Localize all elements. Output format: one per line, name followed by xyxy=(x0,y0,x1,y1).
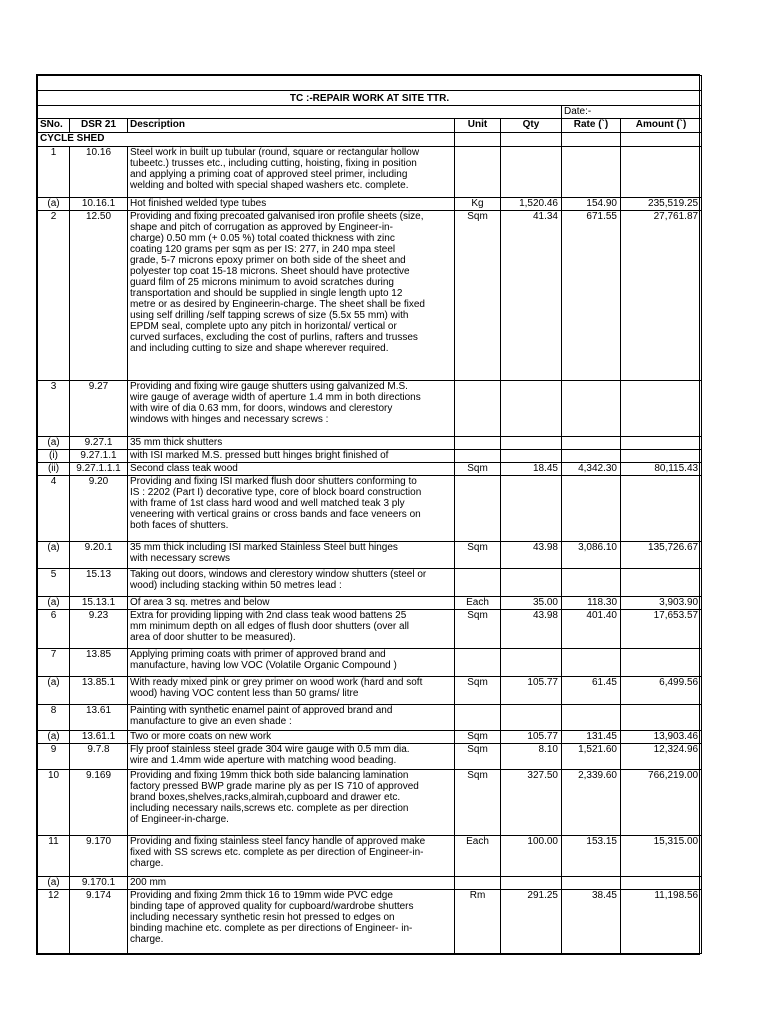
cell-unit: Sqm xyxy=(455,211,501,381)
table-row xyxy=(38,569,702,597)
cell-rate: 154.90 xyxy=(562,198,621,211)
cell-description: With ready mixed pink or grey primer on wood work (hard and soft wood) having VOC content less than 50 grams/ litre xyxy=(128,677,455,705)
cell-unit xyxy=(455,569,501,597)
cell-qty: 105.77 xyxy=(501,731,562,744)
cell-sno: 2 xyxy=(38,211,70,381)
cell-rate: 38.45 xyxy=(562,890,621,954)
cell-unit xyxy=(455,381,501,437)
cell-dsr: 9.23 xyxy=(70,610,128,649)
cell-amount: 15,315.00 xyxy=(621,836,702,877)
cell-amount: 80,115.43 xyxy=(621,463,702,476)
cell-dsr: 15.13 xyxy=(70,569,128,597)
cell-description: Providing and fixing precoated galvanised iron profile sheets (size, shape and pitch of corrugation as approved by Engineer-in- charge) 0.50 mm (+ 0.05 %) total coated thickness with zinc coating 120 grams per sqm as per IS: 277, in 240 mpa steel grade, 5-7 microns epoxy primer on both side of the sheet and polyester top coat 15-18 microns. Sheet should have protective guard film of 25 microns minimum to avoid scratches during transportation and should be supplied in single length upto 12 metre or as desired by Engineerin-charge. The sheet shall be fixed using self drilling /self tapping screws of size (5.5x 55 mm) with EPDM seal, complete upto any pitch in horizontal/ vertical or curved surfaces, excluding the cost of purlins, rafters and trusses and including cutting to size and shape wherever required. xyxy=(128,211,455,381)
table-row xyxy=(38,877,702,890)
cell-amount: 13,903.46 xyxy=(621,731,702,744)
cell-rate xyxy=(562,381,621,437)
cell-amount xyxy=(621,649,702,677)
cell-qty xyxy=(501,569,562,597)
cell-sno: (a) xyxy=(38,877,70,890)
cell-rate xyxy=(562,705,621,731)
cell-qty: 327.50 xyxy=(501,770,562,836)
cell-description: Two or more coats on new work xyxy=(128,731,455,744)
cell-dsr: 13.61.1 xyxy=(70,731,128,744)
cell-rate xyxy=(562,437,621,450)
cell-dsr: 9.20.1 xyxy=(70,542,128,569)
cell-rate: 3,086.10 xyxy=(562,542,621,569)
header-amount: Amount (`) xyxy=(621,119,702,133)
cell-sno: 1 xyxy=(38,147,70,198)
cell-qty: 291.25 xyxy=(501,890,562,954)
cell-description: Hot finished welded type tubes xyxy=(128,198,455,211)
cell-dsr: 12.50 xyxy=(70,211,128,381)
cell-unit xyxy=(455,705,501,731)
cell-dsr: 13.61 xyxy=(70,705,128,731)
table-row xyxy=(38,463,702,476)
cell-rate: 131.45 xyxy=(562,731,621,744)
cell-qty xyxy=(501,476,562,542)
title-row xyxy=(38,91,702,106)
cell-amount: 3,903.90 xyxy=(621,597,702,610)
cell-rate xyxy=(562,450,621,463)
cell-amount xyxy=(621,147,702,198)
cell-unit: Sqm xyxy=(455,677,501,705)
cell-rate xyxy=(562,569,621,597)
cell-amount: 235,519.25 xyxy=(621,198,702,211)
cell-unit xyxy=(455,476,501,542)
cell-amount xyxy=(621,705,702,731)
cell-rate: 1,521.60 xyxy=(562,744,621,770)
cell-amount xyxy=(621,569,702,597)
cell-amount: 135,726.67 xyxy=(621,542,702,569)
cell-qty xyxy=(501,381,562,437)
table-row xyxy=(38,610,702,649)
cell-unit: Sqm xyxy=(455,731,501,744)
cell-sno: 11 xyxy=(38,836,70,877)
table-row xyxy=(38,744,702,770)
table-row xyxy=(38,476,702,542)
sheet-title: TC :-REPAIR WORK AT SITE TTR. xyxy=(38,91,702,106)
cell-unit: Sqm xyxy=(455,542,501,569)
cell-dsr: 13.85 xyxy=(70,649,128,677)
cell-description: Providing and fixing 2mm thick 16 to 19mm wide PVC edge binding tape of approved quality for cupboard/wardrobe shutters including necessary synthetic resin hot pressed to edges on binding machine etc. complete as per directions of Engineer- in- charge. xyxy=(128,890,455,954)
cell-dsr: 9.169 xyxy=(70,770,128,836)
cell-dsr: 9.7.8 xyxy=(70,744,128,770)
cell-qty: 100.00 xyxy=(501,836,562,877)
cell-unit: Sqm xyxy=(455,744,501,770)
cell-rate: 2,339.60 xyxy=(562,770,621,836)
cell-sno: (a) xyxy=(38,597,70,610)
table-row xyxy=(38,890,702,954)
cell-qty: 8.10 xyxy=(501,744,562,770)
cell-sno: (i) xyxy=(38,450,70,463)
estimate-sheet xyxy=(36,74,700,955)
cell-qty xyxy=(501,705,562,731)
cell-sno: 5 xyxy=(38,569,70,597)
cell-unit: Kg xyxy=(455,198,501,211)
cell-sno: (a) xyxy=(38,677,70,705)
cell-qty xyxy=(501,450,562,463)
cell-sno: (a) xyxy=(38,437,70,450)
cell-rate: 61.45 xyxy=(562,677,621,705)
cell-dsr: 9.27 xyxy=(70,381,128,437)
cell-qty: 43.98 xyxy=(501,610,562,649)
cell-amount xyxy=(621,877,702,890)
cell-qty: 41.34 xyxy=(501,211,562,381)
cell-rate: 401.40 xyxy=(562,610,621,649)
cell-description: with ISI marked M.S. pressed butt hinges bright finished of xyxy=(128,450,455,463)
cell-dsr: 13.85.1 xyxy=(70,677,128,705)
table-row xyxy=(38,147,702,198)
cell-qty: 1,520.46 xyxy=(501,198,562,211)
cell-rate: 671.55 xyxy=(562,211,621,381)
cell-unit: Each xyxy=(455,597,501,610)
cell-qty xyxy=(501,147,562,198)
cell-dsr: 9.27.1.1 xyxy=(70,450,128,463)
cell-amount: 12,324.96 xyxy=(621,744,702,770)
cell-sno: 7 xyxy=(38,649,70,677)
table-row xyxy=(38,770,702,836)
cell-description: Providing and fixing wire gauge shutters using galvanized M.S. wire gauge of average width of aperture 1.4 mm in both directions with wire of dia 0.63 mm, for doors, windows and clerestory windows with hinges and necessary screws : xyxy=(128,381,455,437)
table-row xyxy=(38,198,702,211)
table-row xyxy=(38,649,702,677)
header-sno: SNo. xyxy=(38,119,70,133)
cell-unit xyxy=(455,147,501,198)
cell-unit xyxy=(455,450,501,463)
cell-sno: 8 xyxy=(38,705,70,731)
cell-amount xyxy=(621,437,702,450)
table-row xyxy=(38,437,702,450)
cell-rate xyxy=(562,476,621,542)
header-qty: Qty xyxy=(501,119,562,133)
cell-dsr: 10.16.1 xyxy=(70,198,128,211)
cell-dsr: 15.13.1 xyxy=(70,597,128,610)
date-row xyxy=(38,106,702,119)
cell-sno: (a) xyxy=(38,731,70,744)
cell-amount: 17,653.57 xyxy=(621,610,702,649)
cell-rate xyxy=(562,649,621,677)
cell-sno: (ii) xyxy=(38,463,70,476)
section-row xyxy=(38,133,702,147)
cell-description: Applying priming coats with primer of approved brand and manufacture, having low VOC (Volatile Organic Compound ) xyxy=(128,649,455,677)
cell-unit: Sqm xyxy=(455,463,501,476)
cell-amount xyxy=(621,450,702,463)
cell-description: 35 mm thick including ISI marked Stainless Steel butt hinges with necessary screws xyxy=(128,542,455,569)
cell-description: Taking out doors, windows and clerestory window shutters (steel or wood) including stacking within 50 metres lead : xyxy=(128,569,455,597)
cell-unit xyxy=(455,649,501,677)
cell-dsr: 9.174 xyxy=(70,890,128,954)
cell-rate xyxy=(562,147,621,198)
cell-qty: 18.45 xyxy=(501,463,562,476)
cell-sno: 4 xyxy=(38,476,70,542)
cell-description: Providing and fixing 19mm thick both side balancing lamination factory pressed BWP grade marine ply as per IS 710 of approved brand boxes,shelves,racks,almirah,cupboard and drawer etc. including necessary nails,screws etc. complete as per direction of Engineer-in-charge. xyxy=(128,770,455,836)
cell-rate: 4,342.30 xyxy=(562,463,621,476)
table-row xyxy=(38,381,702,437)
table-row xyxy=(38,836,702,877)
cell-dsr: 9.170.1 xyxy=(70,877,128,890)
header-row xyxy=(38,119,702,133)
header-description: Description xyxy=(128,119,455,133)
cell-description: Extra for providing lipping with 2nd class teak wood battens 25 mm minimum depth on all edges of flush door shutters (over all area of door shutter to be measured). xyxy=(128,610,455,649)
cell-unit: Sqm xyxy=(455,610,501,649)
blank-row xyxy=(38,76,702,91)
cell-qty: 35.00 xyxy=(501,597,562,610)
cell-rate: 118.30 xyxy=(562,597,621,610)
table-row xyxy=(38,677,702,705)
cell-sno: 6 xyxy=(38,610,70,649)
cell-amount xyxy=(621,381,702,437)
header-unit: Unit xyxy=(455,119,501,133)
cell-unit: Each xyxy=(455,836,501,877)
cell-description: Providing and fixing stainless steel fancy handle of approved make fixed with SS screws etc. complete as per direction of Engineer-in- charge. xyxy=(128,836,455,877)
cell-dsr: 9.27.1 xyxy=(70,437,128,450)
cell-description: Painting with synthetic enamel paint of approved brand and manufacture to give an even shade : xyxy=(128,705,455,731)
cell-amount: 6,499.56 xyxy=(621,677,702,705)
cell-sno: 9 xyxy=(38,744,70,770)
cell-unit xyxy=(455,437,501,450)
cell-rate: 153.15 xyxy=(562,836,621,877)
cell-description: 35 mm thick shutters xyxy=(128,437,455,450)
table-row xyxy=(38,450,702,463)
table-row xyxy=(38,705,702,731)
table-row xyxy=(38,211,702,381)
cell-rate xyxy=(562,877,621,890)
cell-qty xyxy=(501,437,562,450)
cell-sno: 12 xyxy=(38,890,70,954)
table-row xyxy=(38,542,702,569)
cell-qty: 43.98 xyxy=(501,542,562,569)
cell-sno: 3 xyxy=(38,381,70,437)
cell-dsr: 9.20 xyxy=(70,476,128,542)
cell-amount: 27,761.87 xyxy=(621,211,702,381)
cell-unit xyxy=(455,877,501,890)
cell-description: Providing and fixing ISI marked flush door shutters conforming to IS : 2202 (Part I) decorative type, core of block board construction with frame of 1st class hard wood and well matched teak 3 ply veneering with vertical grains or cross bands and face veneers on both faces of shutters. xyxy=(128,476,455,542)
cell-qty xyxy=(501,649,562,677)
cell-description: Of area 3 sq. metres and below xyxy=(128,597,455,610)
cell-qty: 105.77 xyxy=(501,677,562,705)
date-label: Date:- xyxy=(562,106,702,119)
cell-unit: Rm xyxy=(455,890,501,954)
cell-description: Second class teak wood xyxy=(128,463,455,476)
table-row xyxy=(38,597,702,610)
cell-unit: Sqm xyxy=(455,770,501,836)
cell-description: 200 mm xyxy=(128,877,455,890)
section-title: CYCLE SHED xyxy=(38,133,455,147)
cell-amount xyxy=(621,476,702,542)
cell-qty xyxy=(501,877,562,890)
cell-amount: 11,198.56 xyxy=(621,890,702,954)
cell-sno: (a) xyxy=(38,542,70,569)
header-rate: Rate (`) xyxy=(562,119,621,133)
cell-description: Fly proof stainless steel grade 304 wire gauge with 0.5 mm dia. wire and 1.4mm wide aperture with matching wood beading. xyxy=(128,744,455,770)
cell-dsr: 9.27.1.1.1 xyxy=(70,463,128,476)
table-row xyxy=(38,731,702,744)
header-dsr: DSR 21 xyxy=(70,119,128,133)
cell-dsr: 9.170 xyxy=(70,836,128,877)
cell-sno: (a) xyxy=(38,198,70,211)
estimate-table xyxy=(37,75,702,954)
cell-dsr: 10.16 xyxy=(70,147,128,198)
cell-description: Steel work in built up tubular (round, square or rectangular hollow tubeetc.) trusses etc., including cutting, hoisting, fixing in position and applying a priming coat of approved steel primer, including welding and bolted with special shaped washers etc. complete. xyxy=(128,147,455,198)
cell-sno: 10 xyxy=(38,770,70,836)
cell-amount: 766,219.00 xyxy=(621,770,702,836)
